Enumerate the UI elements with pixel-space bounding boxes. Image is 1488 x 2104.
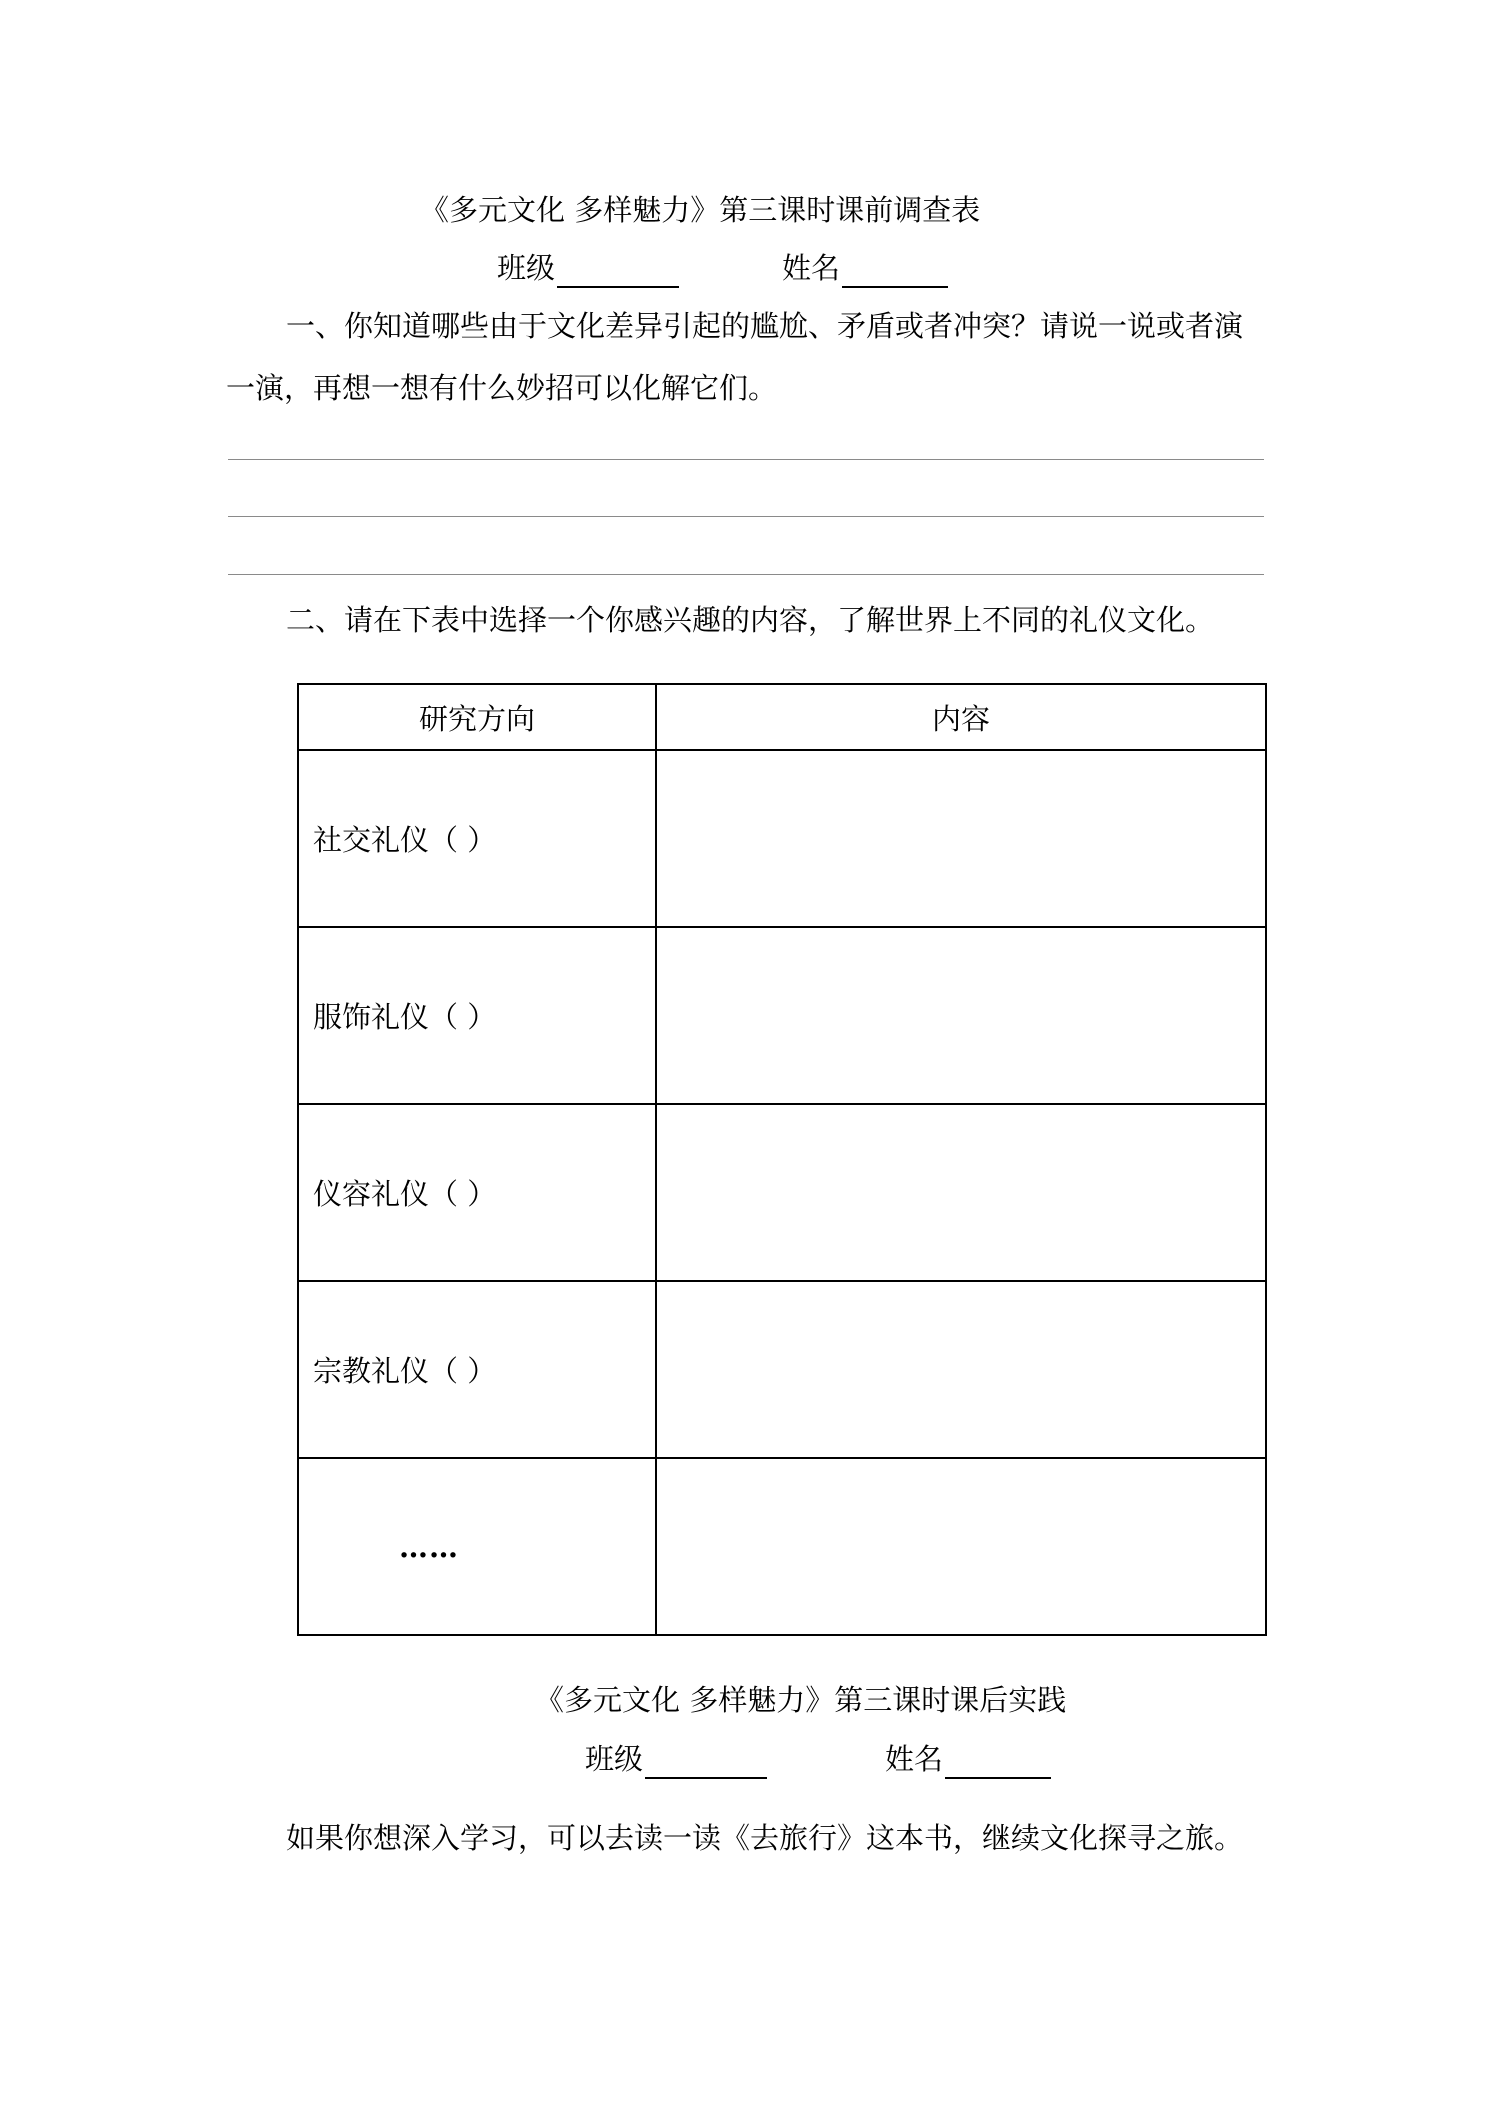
direction-cell[interactable]: 宗教礼仪（ ） bbox=[298, 1281, 656, 1458]
name-label: 姓名 bbox=[885, 1742, 944, 1776]
direction-cell[interactable]: 服饰礼仪（ ） bbox=[298, 927, 656, 1104]
content-cell[interactable] bbox=[656, 1104, 1266, 1281]
answer-line-3[interactable] bbox=[228, 574, 1264, 575]
answer-line-2[interactable] bbox=[228, 516, 1264, 517]
survey-name-field bbox=[782, 248, 948, 288]
practice-name-field bbox=[885, 1739, 1051, 1779]
table-row bbox=[298, 1104, 1266, 1281]
question-1-line-1: 一、你知道哪些由于文化差异引起的尴尬、矛盾或者冲突？请说一说或者演 bbox=[286, 309, 1244, 343]
class-blank[interactable] bbox=[645, 1743, 767, 1779]
class-label: 班级 bbox=[497, 251, 556, 285]
class-blank[interactable] bbox=[557, 252, 679, 288]
direction-cell[interactable]: 社交礼仪（ ） bbox=[298, 750, 656, 927]
practice-class-field bbox=[585, 1739, 767, 1779]
content-cell[interactable] bbox=[656, 1281, 1266, 1458]
answer-line-1[interactable] bbox=[228, 459, 1264, 460]
content-cell[interactable] bbox=[656, 927, 1266, 1104]
survey-title: 《多元文化 多样魅力》第三课时课前调查表 bbox=[420, 193, 981, 227]
table-row bbox=[298, 1458, 1266, 1635]
name-blank[interactable] bbox=[842, 252, 948, 288]
table-row bbox=[298, 1281, 1266, 1458]
direction-cell[interactable]: 仪容礼仪（ ） bbox=[298, 1104, 656, 1281]
table-header-row bbox=[298, 684, 1266, 750]
direction-cell-ellipsis[interactable]: …… bbox=[298, 1458, 656, 1635]
table-row bbox=[298, 927, 1266, 1104]
header-direction: 研究方向 bbox=[298, 684, 656, 750]
question-2: 二、请在下表中选择一个你感兴趣的内容，了解世界上不同的礼仪文化。 bbox=[286, 603, 1215, 637]
etiquette-table bbox=[297, 683, 1267, 1636]
name-blank[interactable] bbox=[945, 1743, 1051, 1779]
question-1-line-2: 一演，再想一想有什么妙招可以化解它们。 bbox=[226, 371, 778, 405]
survey-class-field bbox=[497, 248, 679, 288]
table-row bbox=[298, 750, 1266, 927]
header-content: 内容 bbox=[656, 684, 1266, 750]
name-label: 姓名 bbox=[782, 251, 841, 285]
content-cell[interactable] bbox=[656, 750, 1266, 927]
content-cell[interactable] bbox=[656, 1458, 1266, 1635]
practice-title: 《多元文化 多样魅力》第三课时课后实践 bbox=[535, 1683, 1067, 1717]
practice-text: 如果你想深入学习，可以去读一读《去旅行》这本书，继续文化探寻之旅。 bbox=[286, 1821, 1244, 1855]
class-label: 班级 bbox=[585, 1742, 644, 1776]
